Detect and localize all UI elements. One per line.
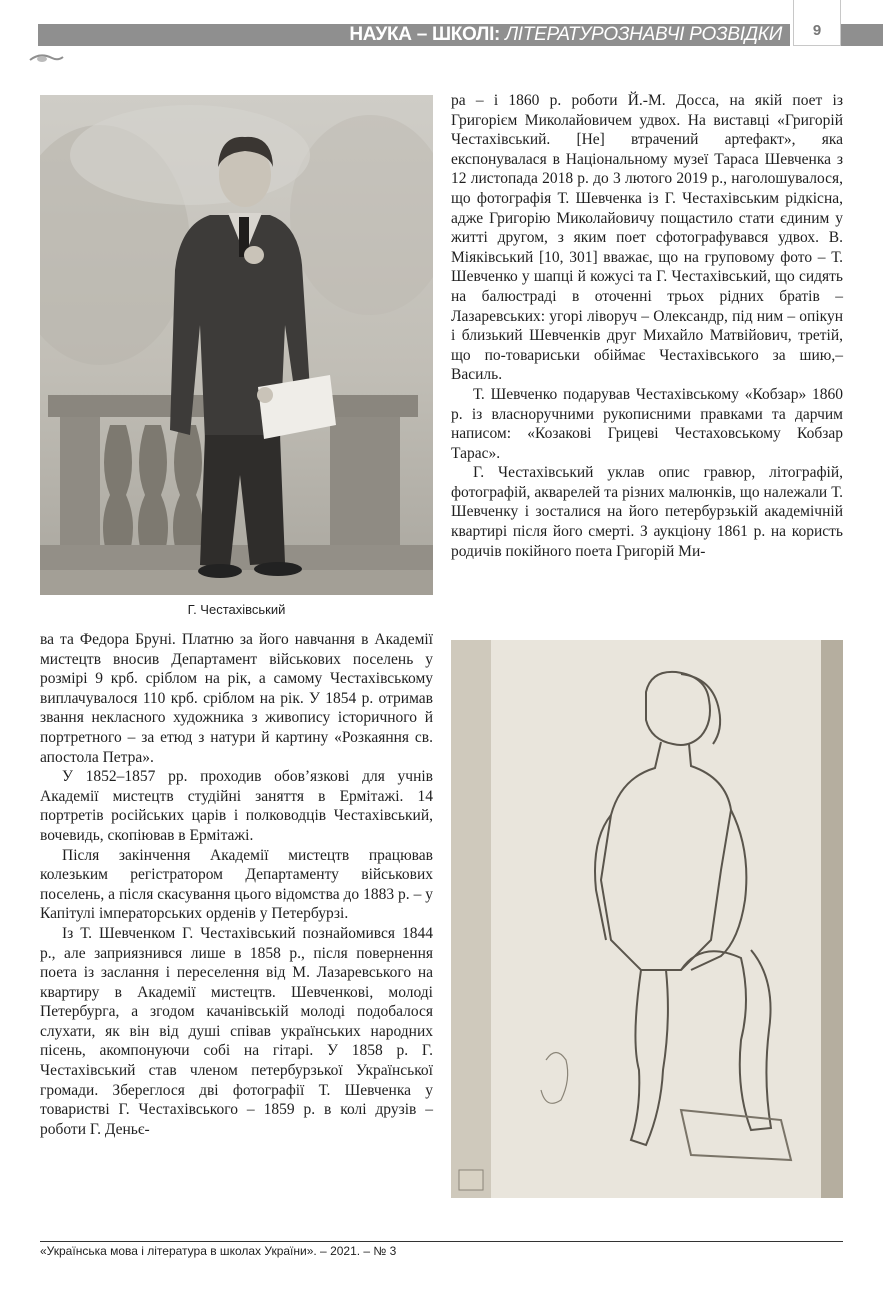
left-column-text [40,630,433,1139]
paragraph: У 1852–1857 рр. проходив обов’язкові для учнів Академії мистецтв студійні заняття в Ермітажі. 14 портретів російських царів і полководців Честахівський, вочевидь, скопіював в Ермітажі. [40,768,433,844]
header-bar-end [841,24,883,46]
portrait-photo [40,95,433,595]
nude-study-illustration [451,640,843,1198]
paragraph: ра – і 1860 р. роботи Й.-М. Досса, на якій поет із Григорієм Миколайовичем удвох. На виставці «Григорій Честахівський. [Не] втрачений артефакт», яка експонувалася в Національному музеї Тараса Шевченка з 12 листопада 2018 р. до 3 лютого 2019 р., наголошувалося, що фотографія Т. Шевченка із Г. Честахівським рідкісна, адже Григорію Миколайовичу пощастило стати єдиним у житті другом, з яким поет сфотографувався удвох. В. Міяківський [10, 301] вважає, що на груповому фото – Т. Шевченко у шапці й кожусі та Г. Честахівський, що сидять на балюстраді в оточенні трьох рідних братів – Лазаревських: угорі ліворуч – Олександр, під ним – опікун і близький Шевченків друг Михайло Матвійович, третій, що по-товариськи обіймає Честахівського за шию,– Василь. [451,92,843,384]
paragraph: Із Т. Шевченком Г. Честахівський познайомився 1844 р., але заприязнився лише в 1858 р., після повернення поета із заслання і переселення від М. Лазаревського на квартиру в Академії мистецтв. Шевченкові, молоді Петербурга, а згодом качанівській молоді подобалося слухати, як він від душі співав українських народних пісень, акомпонуючи собі на гітарі. У 1858 р. Г. Честахівський став членом петербурзької Української громади. Збереглося дві фотографії Т. Шевченка у товаристві Г. Честахівського – 1859 р. в колі друзів – роботи Г. Деньє- [40,924,433,1138]
paragraph: ва та Федора Бруні. Платню за його навчання в Академії мистецтв вносив Департамент військових поселень у розмірі 9 крб. сріблом на рік, а самому Честахівському виплачувалося 110 крб. сріблом на рік. У 1854 р. отримав звання некласного художника з живопису історичного й портретного – за етюд з натури й картину «Розкаяння св. апостола Петра». [40,631,433,766]
paragraph: Після закінчення Академії мистецтв працював колезьким регістратором Департаменту військових поселень, а після скасування цього відомства до 1883 р. – у Капітулі імператорських орденів у Петербурзі. [40,846,433,923]
paragraph: Т. Шевченко подарував Честахівському «Кобзар» 1860 р. із власноручними рукописними правками та дарчим написом: «Козакові Грицеві Честаховському Кобзар Тарас». [451,385,843,462]
portrait-caption: Г. Честахівський [187,602,286,617]
portrait-illustration [40,95,433,595]
paragraph: Г. Честахівський уклав опис гравюр, літографій, фотографій, акварелей та різних малюнків, що належали Т. Шевченку і зосталися на його петербурзькій академічній квартирі після його смерті. З аукціону 1861 р. на користь родичів покійного поета Григорій Ми- [451,464,843,560]
decorative-swoosh-icon [28,48,64,68]
header-section: НАУКА – ШКОЛІ: [349,24,501,45]
running-header [190,21,782,49]
right-column-text [451,91,843,561]
figure-drawing [451,640,843,1198]
journal-footer: «Українська мова і література в школах України». – 2021. – № 3 [40,1244,397,1258]
footer-rule [40,1241,843,1242]
page-number: 9 [812,22,822,39]
header-subsection: ЛІТЕРАТУРОЗНАВЧІ РОЗВІДКИ [505,24,782,45]
page-number-tab [793,0,841,46]
